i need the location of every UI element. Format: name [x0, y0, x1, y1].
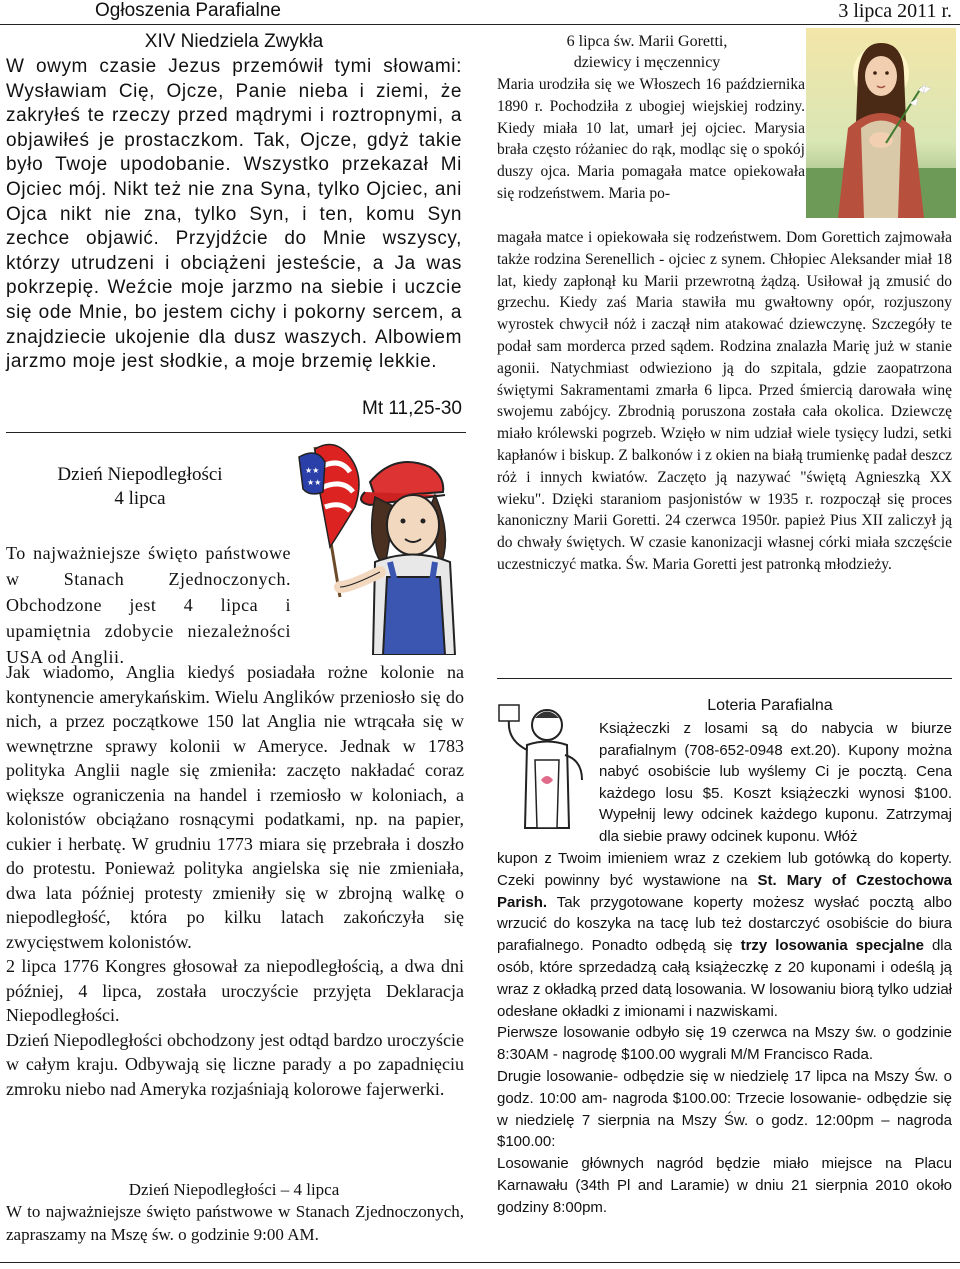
special-draw-label: trzy losowania specjalne	[740, 937, 925, 955]
saint-intro-text: Maria urodziła się we Włoszech 16 października 1890 r. Pochodziła z ubogiej wiejskiej rodziny. Kiedy miała 10 lat, umarł jej ojciec. Marysia brała często różaniec do rąk, modląc się o spokój duszy ojca. Maria pomagała matce opiekowała się rodzeństwem. Maria po-	[497, 76, 805, 202]
us-flag-icon	[299, 445, 359, 548]
gospel-text: W owym czasie Jezus przemówił tymi słowami: Wysławiam Cię, Ojcze, Panie nieba i ziemi, że zakryłeś te rzeczy przed mądrymi i roztropnymi, a objawiłeś je prostaczkom. Tak, Ojcze, gdyż takie było Twoje upodobanie. Wszystko przekazał Mi Ojciec mój. Nikt też nie zna Syna, tylko Ojciec, ani Ojca nikt nie zna, tylko Syn, i ten, komu Syn zechce objawić. Przyjdźcie do Mnie wszyscy, którzy utrudzeni i obciążeni jesteście, a Ja was pokrzepię. Weźcie moje jarzmo na siebie i uczcie się ode Mnie, bo jestem cichy i pokorny sercem, a znajdziecie ukojenie dla dusz waszych. Albowiem jarzmo moje jest słodkie, a moje brzemię lekkie.	[6, 56, 462, 373]
header-divider	[0, 24, 960, 25]
flag-girl-illustration	[295, 437, 463, 655]
saint-divider	[497, 678, 952, 679]
lottery-text-part: Tak przygotowane koperty możesz wysłać pocztą albo wrzucić do koszyka na tacę lub też dostarczyć osobiście do biura parafialnego. Ponadto odbędą się	[497, 893, 952, 955]
independence-mass-heading: Dzień Niepodległości – 4 lipca	[128, 1180, 340, 1199]
independence-history	[6, 660, 464, 1101]
gospel-reference: Mt 11,25-30	[362, 398, 462, 419]
independence-heading-line2: 4 lipca	[114, 488, 166, 509]
gospel-title: XIV Niedziela Zwykła	[144, 31, 324, 52]
lottery-draw-first: Pierwsze losowanie odbyło się 19 czerwca na Mszy św. o godzinie 8:30AM - nagrodę $100.00 wygrali M/M Francisco Rada.	[497, 1024, 952, 1064]
saint-body-text: magała matce i opiekowała się rodzeństwem. Dom Gorettich zajmowała także rodzina Serenellich - ojciec z synem. Chłopiec Aleksander miał 18 lat, kiedy zapłonął ku Marii przewrotną żądzą. Usiłował ją zmusić do grzechu. Kiedy zaś Maria stawiła mu gwałtowny opór, rozjuszony wyrostek chwycił nóż i zaczął nim atakować dziewczynę. Szczegóły te podał sam morderca przed sądem. Rodzina znalazła Marię już w stanie agonii. Natychmiast odwieziono ją do szpitala, gdzie zaopatrzona świętymi Sakramentami zmarła 6 lipca. Przed śmiercią darowała winę swojemu zabójcy. Zbrodnią poruszona została cała okolica. Dziewczę miało królewski pogrzeb. Wzięło w nim udział wiele tysięcy ludzi, setki kapłanów i biskup. Z balkonów i z okien na białą trumienkę padał deszcz róż i innych kwiatów. Zaczęto ją nazywać "świętą Agnieszką XX wieku". Dzięki staraniom pasjonistów w 1935 r. rozpoczął się proces kanoniczny Marii Goretti. 24 czerwca 1950r. papież Pius XII zaliczył ją do chwały świętych. W czasie kanonizacji własnej córki miała szczęście uczestniczyć matka. Św. Maria Goretti jest patronką młodzieży.	[497, 229, 952, 573]
lottery-details	[497, 848, 952, 1219]
independence-paragraph: Jak wiadomo, Anglia kiedyś posiadała rożne kolonie na kontynencie amerykańskim. Wielu Anglików przeniosło się do nich, a przez początkowe 150 lat Anglia nie wtrącała się w wewnętrzne sprawy kolonii w Ameryce. Jednak w 1783 polityka Anglii nagle się zmieniła: zaczęto nakładać coraz większe ograniczenia na handel i rzemiosło w koloniach, a kolonistów obciążano rosnącymi podatkami, np. na papier, cukier i herbatę. W grudniu 1773 miara się przebrała i doszło do protestu. Ponieważ polityka angielska się nie zmieniała, dwa lata później protesty zmieniły się w zbrojną walkę o niepodległość, która po kilku latach zakończyła się zwycięstwem kolonistów.	[6, 662, 464, 952]
parish-name: St. Mary of Czestochowa Parish.	[497, 871, 952, 911]
lottery-draw-next: Drugie losowanie- odbędzie się w niedzielę 17 lipca na Mszy Św. o godz. 10:00 am- nagroda $100.00: Trzecie losowanie- odbędzie się w niedzielę 7 sierpnia na Mszy Św. o godz. 12:00pm – nagroda $100.00:	[497, 1067, 952, 1151]
lottery-illustration	[497, 700, 592, 830]
independence-paragraph: Dzień Niepodległości obchodzony jest odtąd bardzo uroczyście w całym kraju. Odbywają się liczne parady a po zapadnięciu zmroku niebo nad Ameryka rozjaśniają kolorowe fajerwerki.	[6, 1029, 464, 1099]
bulletin-date: 3 lipca 2011 r.	[838, 0, 952, 22]
saint-heading-line1: 6 lipca św. Marii Goretti,	[566, 33, 728, 50]
saint-heading	[497, 31, 797, 73]
gospel-divider	[6, 432, 466, 433]
svg-text:★★: ★★	[305, 466, 320, 475]
footer-divider	[0, 1262, 960, 1263]
independence-intro: To najważniejsze święto państwowe w Stanach Zjednoczonych. Obchodzone jest 4 lipca i upamiętnia zdobycie niezależności USA od Anglii.	[6, 543, 291, 667]
independence-heading	[40, 463, 240, 511]
saint-heading-line2: dziewicy i męczennicy	[573, 54, 721, 71]
saint-maria-goretti-image	[806, 28, 956, 218]
lottery-text-part: dla osób, które sprzedadzą całą książeczkę z 20 kuponami i odeślą ją wraz z okładką przed datą losowania. W losowaniu biorą tylko udział odesłane okładki z imionami i nazwiskami.	[497, 937, 952, 1020]
lottery-instructions	[497, 848, 952, 1022]
lottery-text-part: kupon z Twoim imieniem wraz z czekiem lub gotówką do koperty. Czeki powinny być wystawione na	[497, 850, 952, 889]
svg-text:★★: ★★	[307, 478, 322, 487]
lottery-heading: Loteria Parafialna	[707, 697, 833, 714]
lottery-intro-text: Książeczki z losami są do nabycia w biurze parafialnym (708-652-0948 ext.20). Kupony można nabyć osobiście lub wyślemy Ci je pocztą. Cena każdego losu $5. Koszt książeczki wynosi $100. Wypełnij lewy odcinek każdego kuponu. Zatrzymaj dla siebie prawy odcinek kuponu. Włóż	[599, 720, 952, 845]
independence-paragraph: 2 lipca 1776 Kongres głosował za niepodległością, a dwa dni później, 4 lipca, została uroczyście przyjęta Deklaracja Niepodległości.	[6, 956, 464, 1025]
bulletin-title: Ogłoszenia Parafialne	[95, 0, 281, 21]
lottery-main-draw: Losowanie głównych nagród będzie miało miejsce na Placu Karnawału (34th Pl and Laramie) w dniu 21 sierpnia 2010 około godziny 8:00pm.	[497, 1155, 952, 1216]
independence-heading-line1: Dzień Niepodległości	[57, 464, 223, 485]
independence-mass-text: W to najważniejsze święto państwowe w Stanach Zjednoczonych, zapraszamy na Mszę św. o godzinie 9:00 AM.	[6, 1202, 464, 1244]
